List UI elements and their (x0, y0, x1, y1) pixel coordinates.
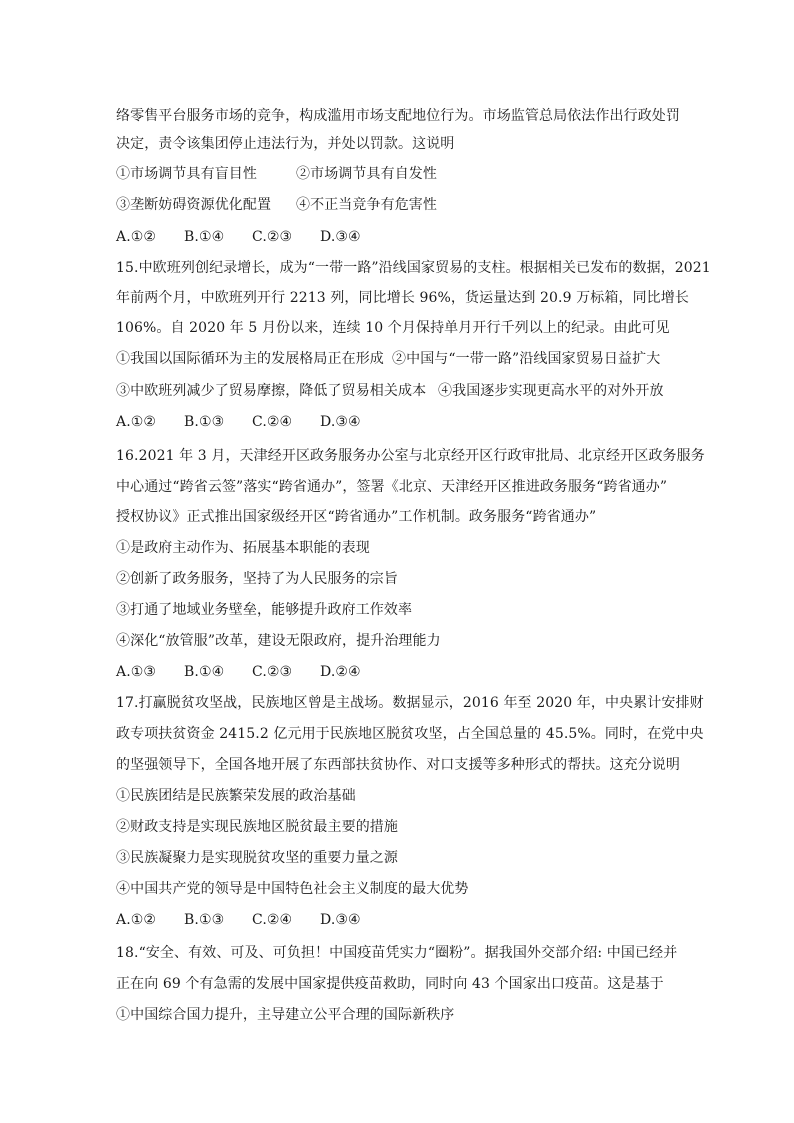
q15-choices (116, 412, 686, 432)
q15-option-2: ②中国与“一带一路”沿线国家贸易日益扩大 (392, 351, 661, 367)
q16-option-3: ③打通了地域业务壁垒，能够提升政府工作效率 (116, 602, 413, 618)
q15-option-4: ④我国逐步实现更高水平的对外开放 (438, 383, 664, 399)
q17-option-2: ②财政支持是实现民族地区脱贫最主要的措施 (116, 819, 398, 835)
q14-choice-a: A.①② (116, 229, 157, 245)
q17-stem-line-2: 政专项扶贫资金 2415.2 亿元用于民族地区脱贫攻坚，占全国总量的 45.5%。同时，在党中央 (116, 726, 704, 742)
q14-options-row-1 (116, 164, 686, 184)
q16-option-4: ④深化“放管服”改革，建设无限政府，提升治理能力 (116, 633, 441, 649)
q17-choice-d: D.③④ (320, 912, 361, 928)
q17-choice-c: C.②④ (252, 912, 293, 928)
q18-stem-line-2: 正在向 69 个有急需的发展中国家提供疫苗救助，同时向 43 个国家出口疫苗。这是基于 (116, 976, 664, 992)
q14-choice-d: D.③④ (320, 229, 361, 245)
q16-stem-line-1: 16.2021 年 3 月，天津经开区政务服务办公室与北京经开区行政审批局、北京经开区政务服务 (116, 448, 705, 464)
q17-stem-line-3: 的坚强领导下，全国各地开展了东西部扶贫协作、对口支援等多种形式的帮扶。这充分说明 (116, 757, 680, 773)
q14-text-line-2: 决定，责令该集团停止违法行为，并处以罚款。这说明 (116, 136, 455, 152)
q17-choices (116, 910, 686, 930)
q14-option-1: ①市场调节具有盲目性 (116, 166, 257, 182)
q15-choice-a: A.①② (116, 414, 157, 430)
q15-stem-line-2: 年前两个月，中欧班列开行 2213 列，同比增长 96%，货运量达到 20.9 万标箱，同比增长 (116, 290, 689, 306)
q14-option-4: ④不正当竞争有危害性 (296, 197, 437, 213)
q16-stem-line-3: 授权协议》正式推出国家级经开区“跨省通办”工作机制。政务服务“跨省通办” (116, 509, 597, 525)
q17-option-1: ①民族团结是民族繁荣发展的政治基础 (116, 788, 356, 804)
q14-options-row-2 (116, 195, 686, 215)
q15-options-row-2 (116, 381, 686, 401)
q17-choice-a: A.①② (116, 912, 157, 928)
q18-option-1: ①中国综合国力提升，主导建立公平合理的国际新秩序 (116, 1007, 455, 1023)
q15-choice-b: B.①③ (184, 414, 225, 430)
q17-choice-b: B.①③ (184, 912, 225, 928)
q15-option-1: ①我国以国际循环为主的发展格局正在形成 (116, 351, 384, 367)
q14-text-line-1: 络零售平台服务市场的竞争，构成滥用市场支配地位行为。市场监管总局依法作出行政处罚 (116, 108, 680, 124)
q17-stem-line-1: 17.打赢脱贫攻坚战，民族地区曾是主战场。数据显示，2016 年至 2020 年，中央累计安排财 (116, 695, 704, 711)
q17-option-3: ③民族凝聚力是实现脱贫攻坚的重要力量之源 (116, 850, 398, 866)
q14-choice-c: C.②③ (252, 229, 293, 245)
q16-choice-b: B.①④ (184, 664, 225, 680)
q16-option-2: ②创新了政务服务，坚持了为人民服务的宗旨 (116, 571, 398, 587)
q15-choice-d: D.③④ (320, 414, 361, 430)
q16-choices (116, 662, 686, 682)
q16-option-1: ①是政府主动作为、拓展基本职能的表现 (116, 540, 370, 556)
q14-choices (116, 227, 686, 247)
q15-option-3: ③中欧班列减少了贸易摩擦，降低了贸易相关成本 (116, 383, 427, 399)
q15-stem-line-1: 15.中欧班列创纪录增长，成为“一带一路”沿线国家贸易的支柱。根据相关已发布的数据，2021 (116, 260, 711, 276)
q15-stem-line-3: 106%。自 2020 年 5 月份以来，连续 10 个月保持单月开行千列以上的纪录。由此可见 (116, 320, 670, 336)
q16-choice-c: C.②③ (252, 664, 293, 680)
q14-choice-b: B.①④ (184, 229, 225, 245)
q14-option-3: ③垄断妨碍资源优化配置 (116, 197, 272, 213)
q16-choice-a: A.①③ (116, 664, 157, 680)
q16-stem-line-2: 中心通过“跨省云签”落实“跨省通办”，签署《北京、天津经开区推进政务服务“跨省通办” (116, 479, 668, 495)
q16-choice-d: D.②④ (320, 664, 361, 680)
q15-choice-c: C.②④ (252, 414, 293, 430)
q17-option-4: ④中国共产党的领导是中国特色社会主义制度的最大优势 (116, 881, 469, 897)
q18-stem-line-1: 18.“安全、有效、可及、可负担！中国疫苗凭实力“圈粉”。据我国外交部介绍: 中国已经并 (116, 945, 678, 961)
q15-options-row-1 (116, 349, 686, 369)
q14-option-2: ②市场调节具有自发性 (296, 166, 437, 182)
